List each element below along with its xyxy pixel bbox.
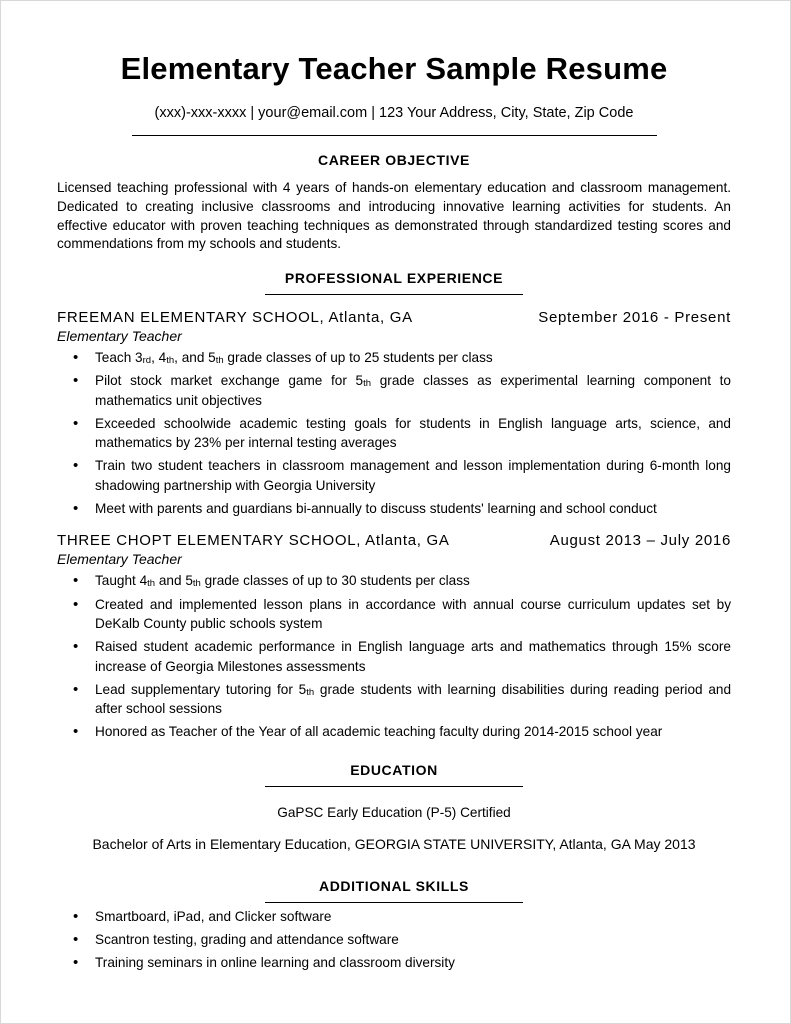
ordinal-suffix: th	[306, 686, 315, 698]
list-item: • Meet with parents and guardians bi-annually to discuss students' learning and school conduct	[57, 499, 731, 518]
list-item: • Teach 3rd, 4th, and 5th grade classes of up to 25 students per class	[57, 348, 731, 367]
education-degree: Bachelor of Arts in Elementary Education, GEORGIA STATE UNIVERSITY, Atlanta, GA May 2013	[92, 835, 696, 852]
ordinal-suffix: th	[215, 355, 224, 366]
experience-company: THREE CHOPT ELEMENTARY SCHOOL, Atlanta, GA	[57, 532, 450, 550]
ordinal-suffix: th	[363, 378, 372, 390]
list-item: • Raised student academic performance in English language arts and mathematics through 15% score increase of Georgia Milestones assessments	[57, 637, 731, 676]
section-divider-skills	[265, 902, 523, 903]
resume-sheet	[29, 11, 759, 1011]
experience-role: Elementary Teacher	[57, 551, 182, 568]
experience-entry	[57, 532, 731, 741]
header-divider	[132, 135, 657, 136]
list-item: • Honored as Teacher of the Year of all academic teaching faculty during 2014-2015 school year	[57, 722, 731, 741]
experience-company: FREEMAN ELEMENTARY SCHOOL, Atlanta, GA	[57, 309, 413, 326]
list-item: • Scantron testing, grading and attendance software	[57, 930, 731, 949]
list-item: • Created and implemented lesson plans in accordance with annual course curriculum updates set by DeKalb County public schools system	[57, 595, 731, 634]
section-divider-education	[265, 786, 523, 787]
objective-text: Licensed teaching professional with 4 years of hands-on elementary education and classroom management. Dedicated to creating inclusive classrooms and introducing innovative learning activities for students. An effective educator with proven teaching techniques as demonstrated through standardized testing scores and commendations from my schools and students.	[57, 180, 731, 252]
ordinal-suffix: rd	[142, 355, 152, 366]
list-item: • Exceeded schoolwide academic testing goals for students in English language arts, science, and mathematics by 23% per internal testing averages	[57, 414, 731, 453]
page-title: Elementary Teacher Sample Resume	[120, 51, 668, 86]
section-divider-experience	[265, 294, 523, 295]
experience-dates: August 2013 – July 2016	[549, 532, 731, 550]
list-item: • Training seminars in online learning and classroom diversity	[57, 953, 731, 972]
ordinal-suffix: th	[192, 578, 201, 590]
section-title-education: EDUCATION	[350, 761, 438, 778]
resume-content	[29, 11, 759, 989]
experience-entry	[57, 309, 731, 518]
experience-dates: September 2016 - Present	[538, 309, 731, 326]
experience-header	[57, 532, 731, 549]
list-item: • Train two student teachers in classroom management and lesson implementation during 6-month long shadowing partnership with Georgia University	[57, 456, 731, 495]
experience-role: Elementary Teacher	[57, 328, 182, 344]
experience-header	[57, 309, 731, 326]
list-item: • Pilot stock market exchange game for 5th grade classes as experimental learning component to mathematics unit objectives	[57, 371, 731, 410]
ordinal-suffix: th	[147, 578, 156, 590]
section-title-objective: CAREER OBJECTIVE	[318, 152, 470, 168]
list-item: • Smartboard, iPad, and Clicker software	[57, 907, 731, 926]
contact-line: (xxx)-xxx-xxxx | your@email.com | 123 Your Address, City, State, Zip Code	[154, 105, 634, 121]
section-title-experience: PROFESSIONAL EXPERIENCE	[284, 270, 504, 286]
education-certification: GaPSC Early Education (P-5) Certified	[277, 804, 511, 820]
list-item: • Taught 4th and 5th grade classes of up to 30 students per class	[57, 571, 731, 590]
experience-bullets	[57, 348, 731, 518]
section-title-skills: ADDITIONAL SKILLS	[319, 877, 469, 894]
experience-bullets	[57, 571, 731, 741]
ordinal-suffix: th	[166, 355, 175, 366]
skills-bullets	[57, 907, 731, 973]
list-item: • Lead supplementary tutoring for 5th grade students with learning disabilities during reading period and after school sessions	[57, 680, 731, 719]
